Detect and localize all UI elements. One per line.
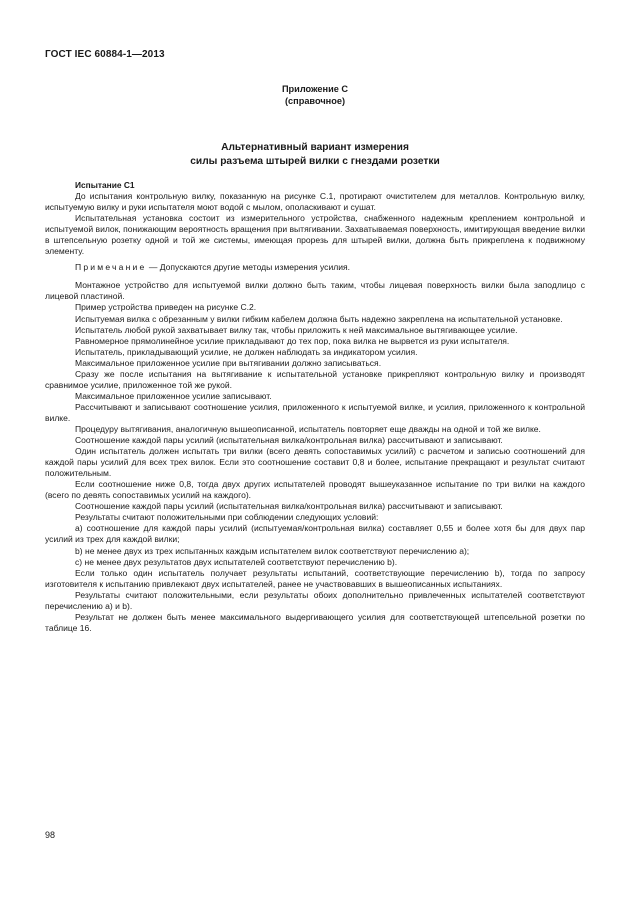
section-heading: Испытание С1 xyxy=(75,180,135,190)
paragraph: Сразу же после испытания на вытягивание к испытательной установке прикрепляют контрольную вилку и производят сравнимое усилие, приложенное той же рукой. xyxy=(45,368,585,390)
note xyxy=(45,262,585,273)
document-title-line-1: Альтернативный вариант измерения xyxy=(221,142,409,153)
standard-code: ГОСТ IEC 60884-1—2013 xyxy=(45,49,165,60)
paragraph: Если только один испытатель получает результаты испытаний, соответствующие перечислению b), тогда по запросу изготовителя к испытанию привлекают двух испытателей, ранее не участвовавших в вышеописанных испытаниях. xyxy=(45,567,585,589)
paragraph: Пример устройства приведен на рисунке С.2. xyxy=(75,302,257,313)
paragraph: Монтажное устройство для испытуемой вилки должно быть таким, чтобы лицевая поверхность вилки была заподлицо с лицевой пластиной. xyxy=(45,280,585,302)
page-number: 98 xyxy=(45,830,56,840)
note-label: Примечание xyxy=(75,262,147,273)
paragraph: Максимальное приложенное усилие записывают. xyxy=(75,390,272,401)
paragraph: Соотношение каждой пары усилий (испытательная вилка/контрольная вилка) рассчитывают и записывают. xyxy=(75,435,503,446)
paragraph: До испытания контрольную вилку, показанную на рисунке С.1, протирают очистителем для металлов. Контрольную вилку, испытуемую вилку и руки испытателя моют водой с мылом, ополаскивают и сушат. xyxy=(45,191,585,213)
paragraph: Если соотношение ниже 0,8, тогда двух других испытателей проводят вышеуказанное испытание по три вилки на каждого (всего по девять сопоставимых усилий на каждого). xyxy=(45,479,585,501)
paragraph: Испытуемая вилка с обрезанным у вилки гибким кабелем должна быть надежно закреплена на испытательной установке. xyxy=(75,313,563,324)
paragraph: Результаты считают положительными, если результаты обоих дополнительно привлеченных испытателей соответствуют перечислению а) и b). xyxy=(45,589,585,611)
paragraph: Рассчитывают и записывают соотношение усилия, приложенного к испытуемой вилке, и усилия, приложенного к контрольной вилке. xyxy=(45,401,585,423)
document-title-line-2: силы разъема штырей вилки с гнездами розетки xyxy=(190,156,440,167)
paragraph: Процедуру вытягивания, аналогичную вышеописанной, испытатель повторяет еще дважды на одной и той же вилке. xyxy=(75,423,541,434)
body-text xyxy=(45,180,585,634)
annex-status: (справочное) xyxy=(284,96,345,106)
annex-title: Приложение С xyxy=(281,84,349,94)
paragraph: Испытательная установка состоит из измерительного устройства, снабженного надежным креплением контрольной и испытуемой вилок, понижающим вероятность вращения при вытягивании. Захватываемая поверхность, имитирующая введение вилки в штепсельную розетку одной и той же системы, имеющая прорезь для штырей вилки, должна быть прикреплена к подвижному элементу. xyxy=(45,213,586,257)
paragraph: Испытатель, прикладывающий усилие, не должен наблюдать за индикатором усилия. xyxy=(75,346,418,357)
annex-header xyxy=(0,83,630,107)
document-title xyxy=(0,141,630,169)
note-text: — Допускаются другие методы измерения усилия. xyxy=(146,262,350,273)
paragraph: Соотношение каждой пары усилий (испытательная вилка/контрольная вилка) рассчитывают и записывают. xyxy=(75,501,503,512)
paragraph: Результаты считают положительными при соблюдении следующих условий: xyxy=(75,512,379,523)
paragraph: Максимальное приложенное усилие при вытягивании должно записываться. xyxy=(75,357,382,368)
paragraph: Равномерное прямолинейное усилие прикладывают до тех пор, пока вилка не вырвется из руки испытателя. xyxy=(75,335,510,346)
list-item: с) не менее двух результатов двух испытателей соответствуют перечислению b). xyxy=(75,556,398,567)
paragraph: Один испытатель должен испытать три вилки (всего девять сопоставимых усилий) с расчетом и записью соотношений для каждой пары усилий для всех трех вилок. Если это соотношение составит 0,8 и более, испытание прекращают и результат считают положительным. xyxy=(45,446,585,479)
list-item: b) не менее двух из трех испытанных каждым испытателем вилок соответствуют перечислению а); xyxy=(75,545,470,556)
paragraph: Результат не должен быть менее максимального выдергивающего усилия для соответствующей штепсельной розетки по таблице 16. xyxy=(45,611,585,633)
paragraph: Испытатель любой рукой захватывает вилку так, чтобы приложить к ней максимальное вытягивающее усилие. xyxy=(75,324,518,335)
list-item: а) соотношение для каждой пары усилий (испытуемая/контрольная вилка) составляет 0,55 и более хотя бы для двух пар усилий из трех для каждой вилки; xyxy=(45,523,585,545)
